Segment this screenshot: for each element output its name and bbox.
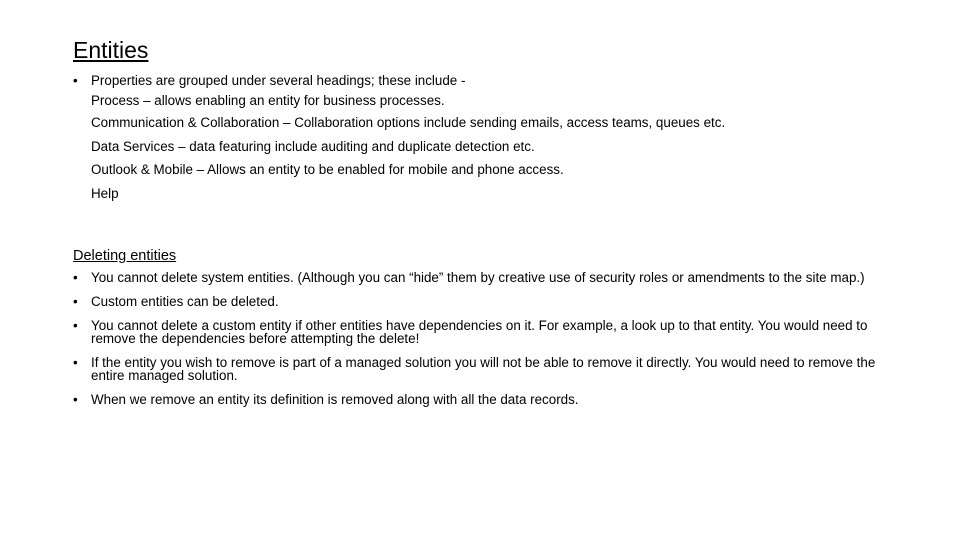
bullet-icon: • xyxy=(73,270,78,285)
bullet-icon: • xyxy=(73,355,78,370)
property-line: Help xyxy=(91,185,119,201)
bullet-icon: • xyxy=(73,318,78,333)
list-item-text: You cannot delete a custom entity if other entities have dependencies on it. For example, a look up to that entity. You would need to remove the dependencies before attempting the delete! xyxy=(91,318,868,346)
list-item xyxy=(73,271,893,284)
property-line: Outlook & Mobile – Allows an entity to be enabled for mobile and phone access. xyxy=(91,162,564,177)
list-item xyxy=(73,319,893,345)
list-item xyxy=(73,295,893,308)
properties-section xyxy=(73,71,903,205)
deleting-heading: Deleting entities xyxy=(73,248,177,264)
property-line: Communication & Collaboration – Collaboration options include sending emails, access teams, queues etc. xyxy=(91,115,726,130)
bullet-icon: • xyxy=(73,294,78,309)
properties-bullet xyxy=(73,71,903,91)
bullet-icon: • xyxy=(73,392,78,407)
list-item xyxy=(73,356,893,382)
property-line: Data Services – data featuring include auditing and duplicate detection etc. xyxy=(91,138,535,154)
list-item-text: If the entity you wish to remove is part of a managed solution you will not be able to remove it directly. You would need to remove the entire managed solution. xyxy=(91,355,876,383)
list-item-text: You cannot delete system entities. (Although you can “hide” them by creative use of security roles or amendments to the site map.) xyxy=(91,270,865,285)
page-title: Entities xyxy=(73,37,149,63)
bullet-icon: • xyxy=(73,73,78,88)
property-line: Process – allows enabling an entity for business processes. xyxy=(91,93,445,108)
list-item-text: Custom entities can be deleted. xyxy=(91,294,279,309)
deleting-list xyxy=(73,271,893,417)
properties-intro: Properties are grouped under several headings; these include - xyxy=(91,73,466,88)
list-item-text: When we remove an entity its definition is removed along with all the data records. xyxy=(91,392,579,407)
list-item xyxy=(73,393,893,406)
